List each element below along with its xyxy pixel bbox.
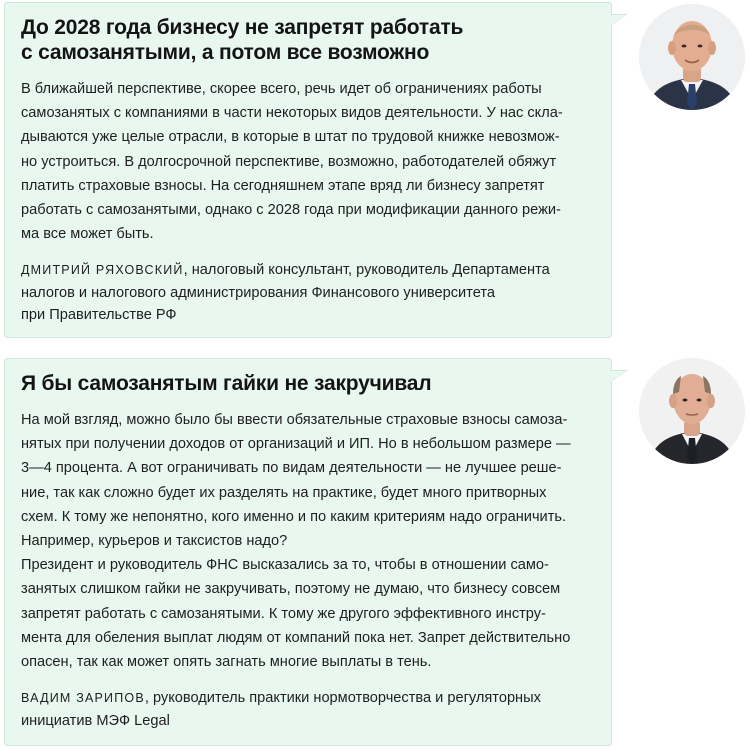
quote-attribution: ВАДИМ ЗАРИПОВ, руководитель практики нормотворчества и регуляторных инициатив МЭФ Legal (21, 690, 541, 729)
author-avatar-1 (639, 4, 745, 110)
quote-heading: Я бы самозанятым гайки не закручивал (21, 372, 432, 395)
author-name: ВАДИМ ЗАРИПОВ (21, 691, 145, 706)
quote-card-1 (4, 2, 612, 338)
portrait-photo (639, 358, 745, 464)
author-avatar-2 (639, 358, 745, 464)
quote-body: В ближайшей перспективе, скорее всего, речь идет об ограничениях работы самозанятых с компаниями в части некоторых видов деятельности. У нас скла- дываются уже целые отрасли, в которые в штат по трудовой книжке невозмож- но устроиться. В долгосрочной перспективе, возможно, работодателей обяжут платить страховые взносы. На сегодняшнем этапе вряд ли бизнесу запретят работать с самозанятыми, однако с 2028 года при модификации данного режи- ма все может быть. (21, 81, 563, 243)
author-role: , налоговый консультант, руководитель Департамента (183, 262, 550, 279)
portrait-photo (639, 4, 745, 110)
quote-heading: До 2028 года бизнесу не запретят работать с самозанятыми, а потом все возможно (21, 16, 464, 64)
author-name: ДМИТРИЙ РЯХОВСКИЙ (21, 263, 184, 278)
quote-attribution: ДМИТРИЙ РЯХОВСКИЙ, налоговый консультант, руководитель Департамента налогов и налогового администрирования Финансового университета при Правительстве РФ (21, 262, 550, 324)
quote-body: На мой взгляд, можно было бы ввести обязательные страховые взносы самоза- нятых при получении доходов от организаций и ИП. Но в небольшом размере — 3—4 процента. А вот ограничивать по видам деятельности — не лучшее реше- ние, так как сложно будет их разделять на практике, будет много притворных схем. К тому же непонятно, кого именно и по каким критериям надо ограничить. Например, курьеров и таксистов надо? Президент и руководитель ФНС высказались за то, чтобы в отношении само- занятых слишком гайки не закручивать, поэтому не думаю, что бизнесу совсем запретят работать с самозанятыми. К тому же другого эффективного инстру- мента для обеления выплат людям от компаний пока нет. Запрет действительно опасен, так как может опять загнать многие выплаты в тень. (21, 412, 571, 671)
quote-card-2 (4, 358, 612, 746)
author-role: , руководитель практики нормотворчества и регуляторных (144, 690, 541, 707)
